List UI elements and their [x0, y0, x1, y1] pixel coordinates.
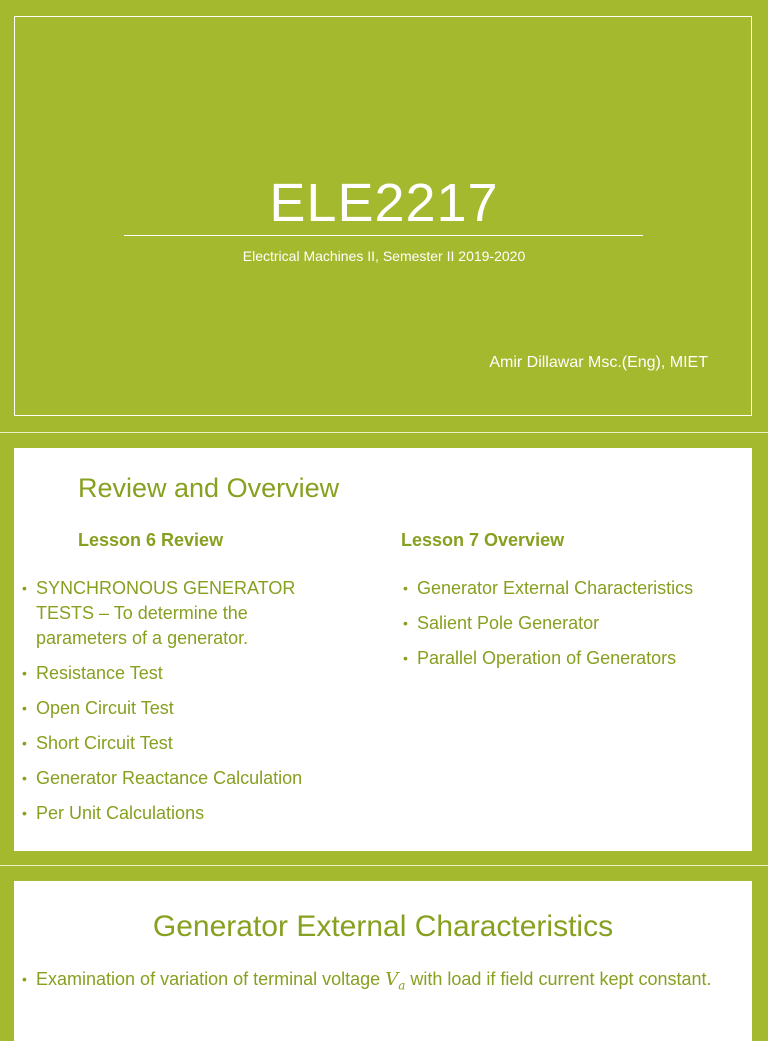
- bullet-icon: •: [22, 971, 27, 987]
- lesson-6-item-text: Short Circuit Test: [36, 733, 173, 753]
- bullet-icon: •: [403, 650, 408, 666]
- bullet-icon: •: [22, 770, 27, 786]
- review-overview-slide: [0, 433, 768, 865]
- bullet-icon: •: [22, 700, 27, 716]
- lesson-7-item: [403, 611, 748, 636]
- slide-content-panel: [14, 448, 752, 851]
- bullet-icon: •: [403, 580, 408, 596]
- course-code-title: ELE2217: [269, 173, 499, 233]
- lesson-6-item: [22, 576, 342, 651]
- lesson-6-item-text: Resistance Test: [36, 663, 163, 683]
- lesson-6-item: [22, 731, 342, 756]
- lesson-7-item: [403, 646, 748, 671]
- slide-content-panel: [14, 881, 752, 1041]
- lesson-7-item-text: Generator External Characteristics: [417, 578, 694, 598]
- list-item: [22, 967, 747, 998]
- lesson-7-item-text: Salient Pole Generator: [417, 613, 600, 633]
- lesson-6-list: [22, 576, 342, 836]
- slide-heading: Generator External Characteristics: [152, 910, 614, 943]
- course-subtitle: Electrical Machines II, Semester II 2019-2020: [242, 248, 526, 264]
- lesson-6-item-text: SYNCHRONOUS GENERATOR TESTS – To determine the parameters of a generator.: [36, 578, 296, 648]
- lesson-6-title: Lesson 6 Review: [78, 530, 224, 550]
- lesson-7-list: [403, 576, 748, 681]
- lesson-6-item: [22, 801, 342, 826]
- lesson-6-item-text: Open Circuit Test: [36, 698, 174, 718]
- content-list: [22, 967, 747, 998]
- bullet-text-continued: with load if field current kept constant.: [410, 969, 712, 989]
- bullet-text: Examination of variation of terminal voltage: [36, 969, 381, 989]
- lesson-7-item: [403, 576, 748, 601]
- lesson-6-item: [22, 766, 342, 791]
- slide-heading: Review and Overview: [78, 473, 340, 503]
- bullet-icon: •: [22, 805, 27, 821]
- title-divider: [124, 235, 643, 236]
- bullet-icon: •: [22, 580, 27, 596]
- lesson-6-item: [22, 661, 342, 686]
- lesson-6-item: [22, 696, 342, 721]
- lesson-7-title: Lesson 7 Overview: [401, 530, 565, 550]
- bullet-icon: •: [22, 665, 27, 681]
- lesson-6-item-text: Generator Reactance Calculation: [36, 768, 303, 788]
- terminal-voltage-symbol: $V_a$: [385, 969, 406, 993]
- lesson-7-item-text: Parallel Operation of Generators: [417, 648, 677, 668]
- bullet-icon: •: [403, 615, 408, 631]
- author-name: Amir Dillawar Msc.(Eng), MIET: [489, 354, 708, 371]
- title-slide: [0, 0, 768, 432]
- bullet-icon: •: [22, 735, 27, 751]
- lesson-6-item-text: Per Unit Calculations: [36, 803, 205, 823]
- external-characteristics-slide: [0, 866, 768, 1024]
